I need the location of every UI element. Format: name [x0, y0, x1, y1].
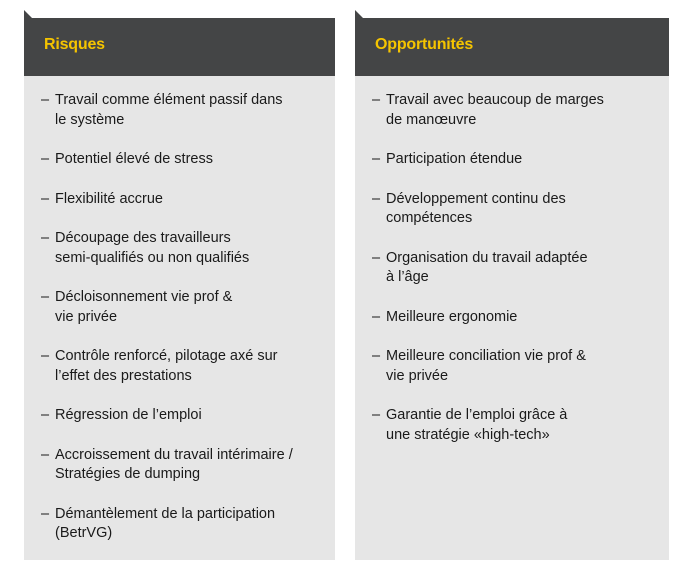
risks-list — [24, 76, 335, 544]
item-line-2: à l’âge — [386, 269, 429, 285]
item-line-1: Démantèlement de la participation — [55, 505, 276, 522]
item-line-2: le système — [55, 111, 125, 128]
item-line-1: Meilleure conciliation vie prof & — [386, 348, 586, 364]
item-line-1: Décloisonnement vie prof & — [55, 289, 233, 305]
item-line-1: Travail avec beaucoup de marges — [386, 92, 604, 108]
item-line-1: Régression de l’emploi — [55, 407, 202, 423]
risks-panel — [24, 18, 335, 560]
list-item: – Développement continu des compétences — [372, 190, 566, 226]
opportunities-panel — [355, 18, 669, 560]
list-item: – Meilleure ergonomie — [372, 308, 518, 325]
opportunities-title: Opportunités — [375, 36, 474, 53]
item-line-1: Organisation du travail adaptée — [386, 249, 588, 266]
item-line-2: vie privée — [55, 308, 118, 325]
item-line-1: Meilleure ergonomie — [386, 308, 518, 325]
list-item: – Organisation du travail adaptée à l’âge — [372, 249, 588, 285]
header-tab-notch — [24, 10, 32, 18]
list-item: – Participation étendue — [372, 151, 523, 167]
header-tab-notch — [355, 10, 363, 18]
list-item: – Garantie de l’emploi grâce à une stratégie «high-tech» — [372, 407, 568, 443]
item-line-2: Stratégies de dumping — [55, 466, 201, 482]
item-line-2: (BetrVG) — [55, 525, 113, 541]
risks-header — [24, 18, 335, 76]
item-line-2: l’effet des prestations — [55, 367, 192, 384]
list-item: – Découpage des travailleurs semi-qualifiés ou non qualifiés — [41, 230, 250, 266]
item-line-1: Participation étendue — [386, 151, 523, 167]
item-line-1: Accroissement du travail intérimaire / — [55, 446, 293, 463]
item-line-2: de manœuvre — [386, 111, 477, 128]
item-line-1: Développement continu des — [386, 190, 566, 207]
list-item: – Contrôle renforcé, pilotage axé sur l’effet des prestations — [41, 348, 278, 384]
list-item: – Travail avec beaucoup de marges de manœuvre — [372, 92, 604, 128]
list-item: – Décloisonnement vie prof & vie privée — [41, 289, 233, 325]
item-line-2: une stratégie «high-tech» — [386, 426, 550, 443]
list-item: – Régression de l’emploi — [41, 407, 202, 423]
item-line-1: Découpage des travailleurs — [55, 230, 231, 246]
item-line-1: Garantie de l’emploi grâce à — [386, 407, 568, 423]
risks-title: Risques — [44, 36, 105, 53]
opportunities-list — [355, 76, 669, 445]
list-item: – Travail comme élément passif dans le système — [41, 92, 283, 128]
list-item: – Potentiel élevé de stress — [41, 151, 213, 167]
list-item: – Démantèlement de la participation (BetrVG) — [41, 505, 276, 541]
item-line-2: vie privée — [386, 367, 449, 384]
item-line-1: Contrôle renforcé, pilotage axé sur — [55, 348, 278, 364]
item-line-1: Flexibilité accrue — [55, 190, 163, 207]
item-line-2: semi-qualifiés ou non qualifiés — [55, 249, 250, 266]
item-line-1: Potentiel élevé de stress — [55, 151, 213, 167]
item-line-1: Travail comme élément passif dans — [55, 92, 283, 108]
item-line-2: compétences — [386, 210, 473, 226]
list-item: – Flexibilité accrue — [41, 190, 163, 207]
list-item: – Meilleure conciliation vie prof & vie privée — [372, 348, 586, 384]
list-item: – Accroissement du travail intérimaire / Stratégies de dumping — [41, 446, 293, 482]
opportunities-header — [355, 18, 669, 76]
